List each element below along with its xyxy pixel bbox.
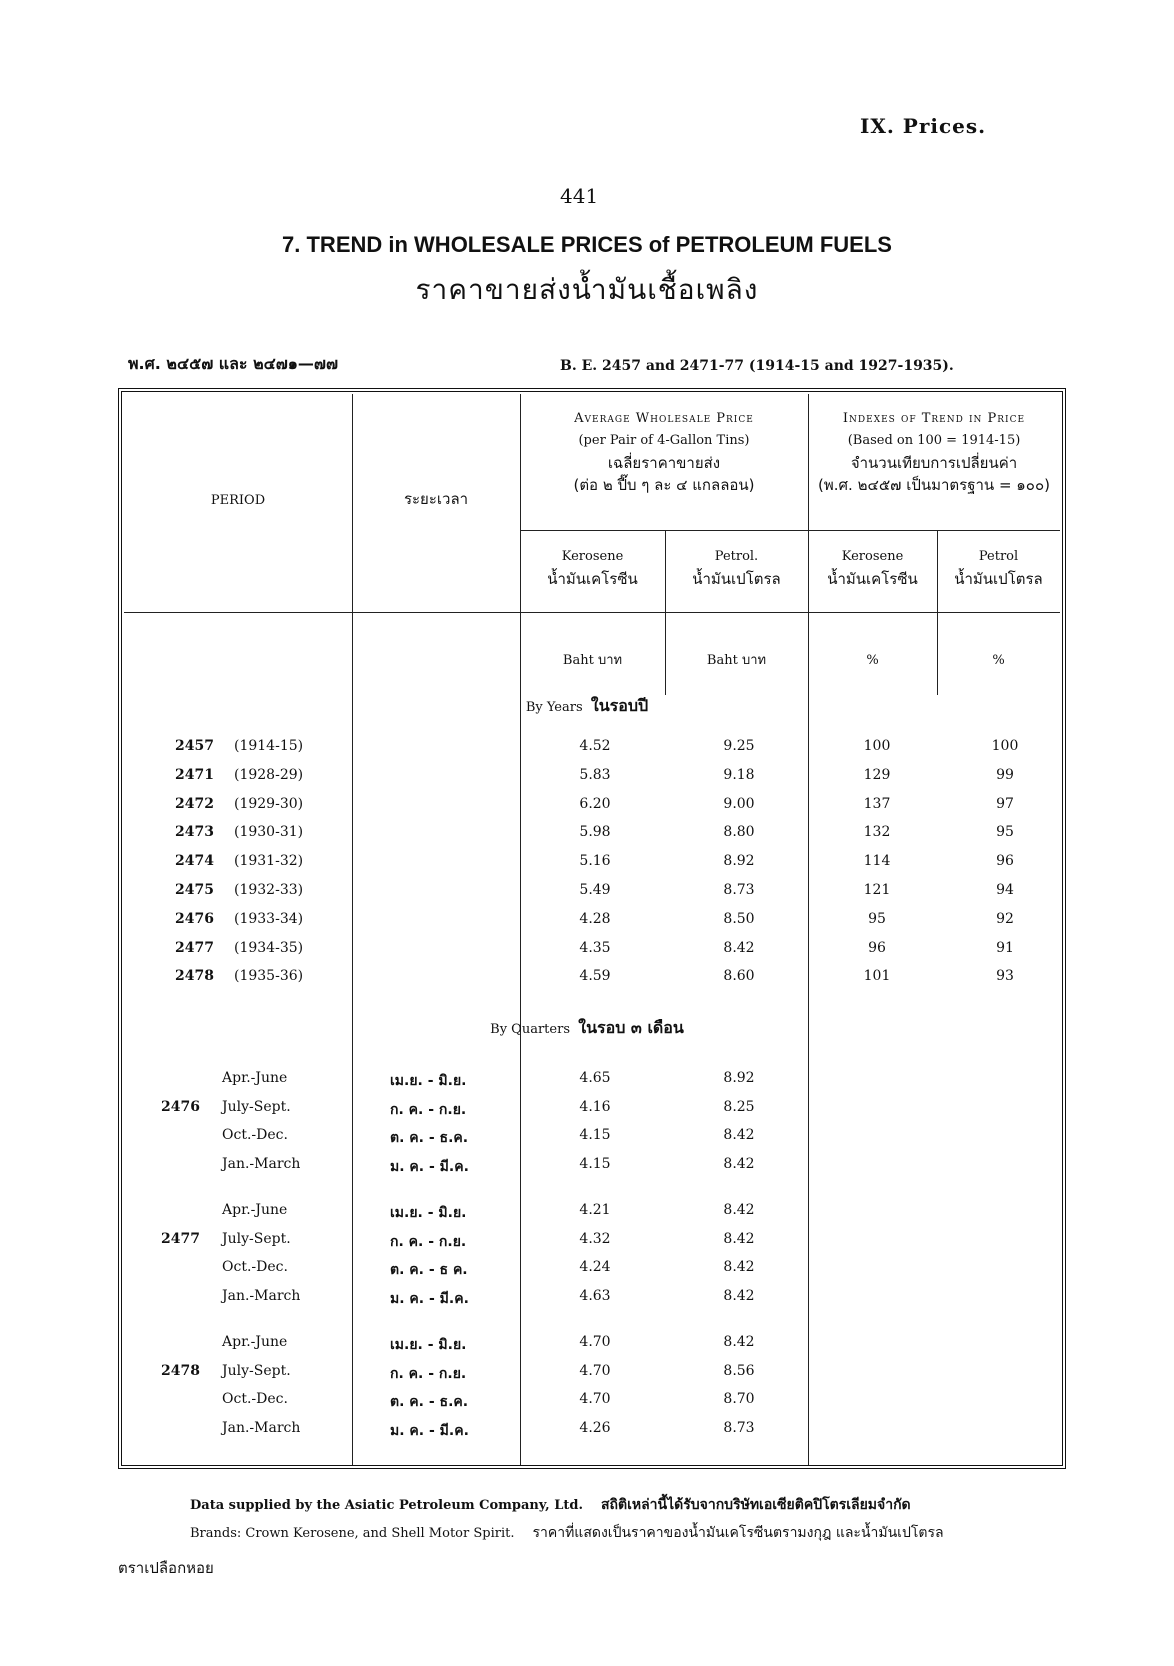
quarter-year: 2476 — [161, 1098, 200, 1115]
quarter-name-thai: ก. ค. - ก.ย. — [390, 1365, 467, 1382]
year-ce: (1934-35) — [234, 939, 304, 956]
petrol-price: 8.60 — [723, 968, 755, 985]
table-row — [0, 968, 1174, 996]
page-number: 441 — [560, 184, 599, 208]
year-be: 2477 — [175, 939, 214, 956]
petrol-index: 95 — [996, 824, 1014, 841]
page-title: 7. TREND in WHOLESALE PRICES of PETROLEUM FUELS — [282, 232, 892, 257]
quarter-name-thai: ต. ค. - ธ.ค. — [390, 1130, 469, 1146]
header-kerosene-index: Kerosene น้ำมันเคโรซีน — [827, 549, 918, 588]
kerosene-price: 5.83 — [579, 766, 611, 783]
petrol-price: 8.42 — [723, 939, 755, 956]
kerosene-index: 95 — [868, 910, 886, 927]
quarter-name: Apr.-June — [222, 1202, 288, 1218]
kerosene-index: 132 — [863, 824, 891, 841]
quarter-name-thai: ม. ค. - มี.ค. — [390, 1290, 469, 1307]
header-index: Indexes of Trend in Price (Based on 100 = 1914-15) จำนวนเทียบการเปลี่ยนค่า (พ.ศ. ๒๔๕๗ เป็นมาตรฐาน = ๑๐๐) — [818, 411, 1050, 494]
year-ce: (1914-15) — [234, 738, 304, 754]
petrol-price: 8.73 — [723, 1419, 755, 1436]
quarter-name-thai: ก. ค. - ก.ย. — [390, 1101, 467, 1118]
table-row — [0, 824, 1174, 852]
table-row — [0, 796, 1174, 824]
kerosene-price: 4.15 — [579, 1155, 611, 1172]
kerosene-index: 137 — [863, 795, 891, 812]
table-row — [0, 1334, 1174, 1362]
header-kerosene: Kerosene น้ำมันเคโรซีน — [547, 549, 638, 588]
unit-baht: Baht บาท — [562, 653, 623, 668]
petrol-index: 94 — [996, 882, 1014, 898]
kerosene-index: 114 — [863, 853, 891, 870]
year-ce: (1930-31) — [234, 824, 304, 841]
petrol-price: 8.92 — [723, 853, 755, 870]
year-be: 2474 — [175, 853, 214, 870]
quarter-name: Oct.-Dec. — [222, 1127, 288, 1143]
table-row — [0, 1259, 1174, 1287]
period-range: B. E. 2457 and 2471-77 (1914-15 and 1927-1935). — [560, 358, 954, 374]
kerosene-price: 4.28 — [579, 910, 611, 927]
quarter-year: 2477 — [161, 1230, 200, 1247]
year-ce: (1932-33) — [234, 882, 304, 898]
unit-percent: % — [866, 653, 879, 668]
header-rule — [124, 612, 1060, 613]
petrol-price: 8.92 — [723, 1070, 755, 1086]
quarter-name: Oct.-Dec. — [222, 1391, 288, 1407]
kerosene-price: 4.52 — [579, 738, 611, 754]
quarter-name: Jan.-March — [222, 1419, 301, 1436]
petrol-price: 8.50 — [723, 910, 755, 927]
petrol-index: 93 — [996, 968, 1014, 985]
quarter-name-thai: เม.ย. - มิ.ย. — [390, 1337, 467, 1353]
table-row — [0, 882, 1174, 910]
by-years-heading: By Years ในรอบปี — [525, 696, 649, 715]
year-be: 2471 — [175, 766, 214, 783]
quarter-name-thai: ต. ค. - ธ.ค. — [390, 1394, 469, 1410]
petrol-price: 8.25 — [723, 1098, 755, 1115]
petrol-index: 97 — [996, 795, 1014, 812]
kerosene-price: 4.70 — [579, 1334, 611, 1350]
quarter-name: July-Sept. — [222, 1230, 291, 1247]
quarter-name: Jan.-March — [222, 1155, 301, 1172]
petrol-price: 8.42 — [723, 1155, 755, 1172]
kerosene-price: 4.21 — [579, 1202, 611, 1218]
footnote-brands: Brands: Crown Kerosene, and Shell Motor Spirit. ราคาที่แสดงเป็นราคาของน้ำมันเคโรซีนตรามงกุฎ และน้ำมันเปโตรล — [190, 1525, 944, 1541]
year-be: 2478 — [175, 968, 214, 985]
year-ce: (1928-29) — [234, 766, 304, 783]
kerosene-price: 4.63 — [579, 1287, 611, 1304]
table-row — [0, 1420, 1174, 1448]
table-row — [0, 1127, 1174, 1155]
quarter-year: 2478 — [161, 1362, 200, 1379]
table-row — [0, 1391, 1174, 1419]
petrol-price: 8.70 — [723, 1391, 755, 1407]
table-row — [0, 1231, 1174, 1259]
kerosene-index: 129 — [863, 766, 891, 783]
table-row — [0, 940, 1174, 968]
quarter-name: Apr.-June — [222, 1070, 288, 1086]
header-period: PERIOD — [210, 493, 266, 508]
petrol-price: 8.80 — [723, 824, 755, 841]
year-ce: (1931-32) — [234, 853, 304, 870]
unit-baht: Baht บาท — [706, 653, 767, 668]
petrol-index: 92 — [996, 910, 1014, 927]
table-row — [0, 1156, 1174, 1184]
table-row — [0, 853, 1174, 881]
petrol-price: 8.42 — [723, 1230, 755, 1247]
table-row — [0, 738, 1174, 766]
petrol-price: 8.56 — [723, 1362, 755, 1379]
page-title-thai: ราคาขายส่งน้ำมันเชื้อเพลิง — [415, 273, 759, 306]
petrol-index: 100 — [991, 738, 1019, 754]
by-quarters-heading: By Quarters ในรอบ ๓ เดือน — [490, 1018, 684, 1037]
quarter-name: July-Sept. — [222, 1098, 291, 1115]
year-be: 2457 — [175, 738, 214, 754]
kerosene-price: 4.26 — [579, 1419, 611, 1436]
table-row — [0, 1363, 1174, 1391]
petrol-price: 8.42 — [723, 1334, 755, 1350]
period-range-thai: พ.ศ. ๒๔๕๗ และ ๒๔๗๑—๗๗ — [128, 354, 338, 373]
quarter-name: Jan.-March — [222, 1287, 301, 1304]
quarter-name-thai: เม.ย. - มิ.ย. — [390, 1205, 467, 1221]
year-ce: (1935-36) — [234, 968, 304, 985]
quarter-name-thai: ก. ค. - ก.ย. — [390, 1233, 467, 1250]
petrol-price: 8.73 — [723, 882, 755, 898]
table-row — [0, 1288, 1174, 1316]
kerosene-price: 5.49 — [579, 882, 611, 898]
kerosene-price: 6.20 — [579, 795, 611, 812]
kerosene-price: 5.16 — [579, 853, 611, 870]
kerosene-price: 4.70 — [579, 1362, 611, 1379]
quarter-name: Apr.-June — [222, 1334, 288, 1350]
year-ce: (1933-34) — [234, 910, 304, 927]
header-average-price: Average Wholesale Price (per Pair of 4-Gallon Tins) เฉลี่ยราคาขายส่ง (ต่อ ๒ ปี๊บ ๆ ละ ๔ แกลลอน) — [573, 411, 755, 494]
kerosene-price: 4.15 — [579, 1127, 611, 1143]
year-be: 2473 — [175, 824, 214, 841]
header-period-thai: ระยะเวลา — [403, 490, 469, 508]
kerosene-price: 4.32 — [579, 1230, 611, 1247]
quarter-name-thai: เม.ย. - มิ.ย. — [390, 1073, 467, 1089]
petrol-price: 8.42 — [723, 1259, 755, 1275]
petrol-price: 8.42 — [723, 1127, 755, 1143]
table-row — [0, 767, 1174, 795]
quarter-name-thai: ต. ค. - ธ ค. — [390, 1262, 468, 1278]
kerosene-index: 101 — [863, 968, 891, 985]
table-row — [0, 1099, 1174, 1127]
table-row — [0, 1070, 1174, 1098]
petrol-price: 8.42 — [723, 1287, 755, 1304]
kerosene-price: 5.98 — [579, 824, 611, 841]
kerosene-price: 4.16 — [579, 1098, 611, 1115]
kerosene-index: 100 — [863, 738, 891, 754]
kerosene-price: 4.70 — [579, 1391, 611, 1407]
petrol-price: 8.42 — [723, 1202, 755, 1218]
petrol-price: 9.18 — [723, 766, 755, 783]
table-row — [0, 911, 1174, 939]
year-be: 2475 — [175, 882, 214, 898]
header-petrol: Petrol. น้ำมันเปโตรล — [692, 549, 781, 588]
petrol-index: 91 — [996, 939, 1014, 956]
year-ce: (1929-30) — [234, 795, 304, 812]
unit-percent: % — [992, 653, 1005, 668]
header-rule — [520, 530, 1060, 531]
footnote-source: Data supplied by the Asiatic Petroleum Company, Ltd. สถิติเหล่านี้ได้รับจากบริษัทเอเซียติคปิโตรเลียมจำกัด — [190, 1497, 911, 1513]
petrol-price: 9.00 — [723, 795, 755, 812]
quarter-name: Oct.-Dec. — [222, 1259, 288, 1275]
kerosene-index: 96 — [868, 939, 886, 956]
kerosene-price: 4.24 — [579, 1259, 611, 1275]
table-row — [0, 1202, 1174, 1230]
quarter-name-thai: ม. ค. - มี.ค. — [390, 1158, 469, 1175]
petrol-price: 9.25 — [723, 738, 755, 754]
section-label: IX. Prices. — [860, 114, 987, 138]
quarter-name: July-Sept. — [222, 1362, 291, 1379]
kerosene-price: 4.65 — [579, 1070, 611, 1086]
header-petrol-index: Petrol น้ำมันเปโตรล — [954, 549, 1043, 588]
footnote-brands-continued: ตราเปลือกหอย — [118, 1559, 214, 1577]
year-be: 2476 — [175, 910, 214, 927]
petrol-index: 99 — [996, 766, 1014, 783]
kerosene-price: 4.35 — [579, 939, 611, 956]
kerosene-index: 121 — [863, 882, 891, 898]
year-be: 2472 — [175, 795, 214, 812]
kerosene-price: 4.59 — [579, 968, 611, 985]
quarter-name-thai: ม. ค. - มี.ค. — [390, 1422, 469, 1439]
petrol-index: 96 — [996, 853, 1014, 870]
